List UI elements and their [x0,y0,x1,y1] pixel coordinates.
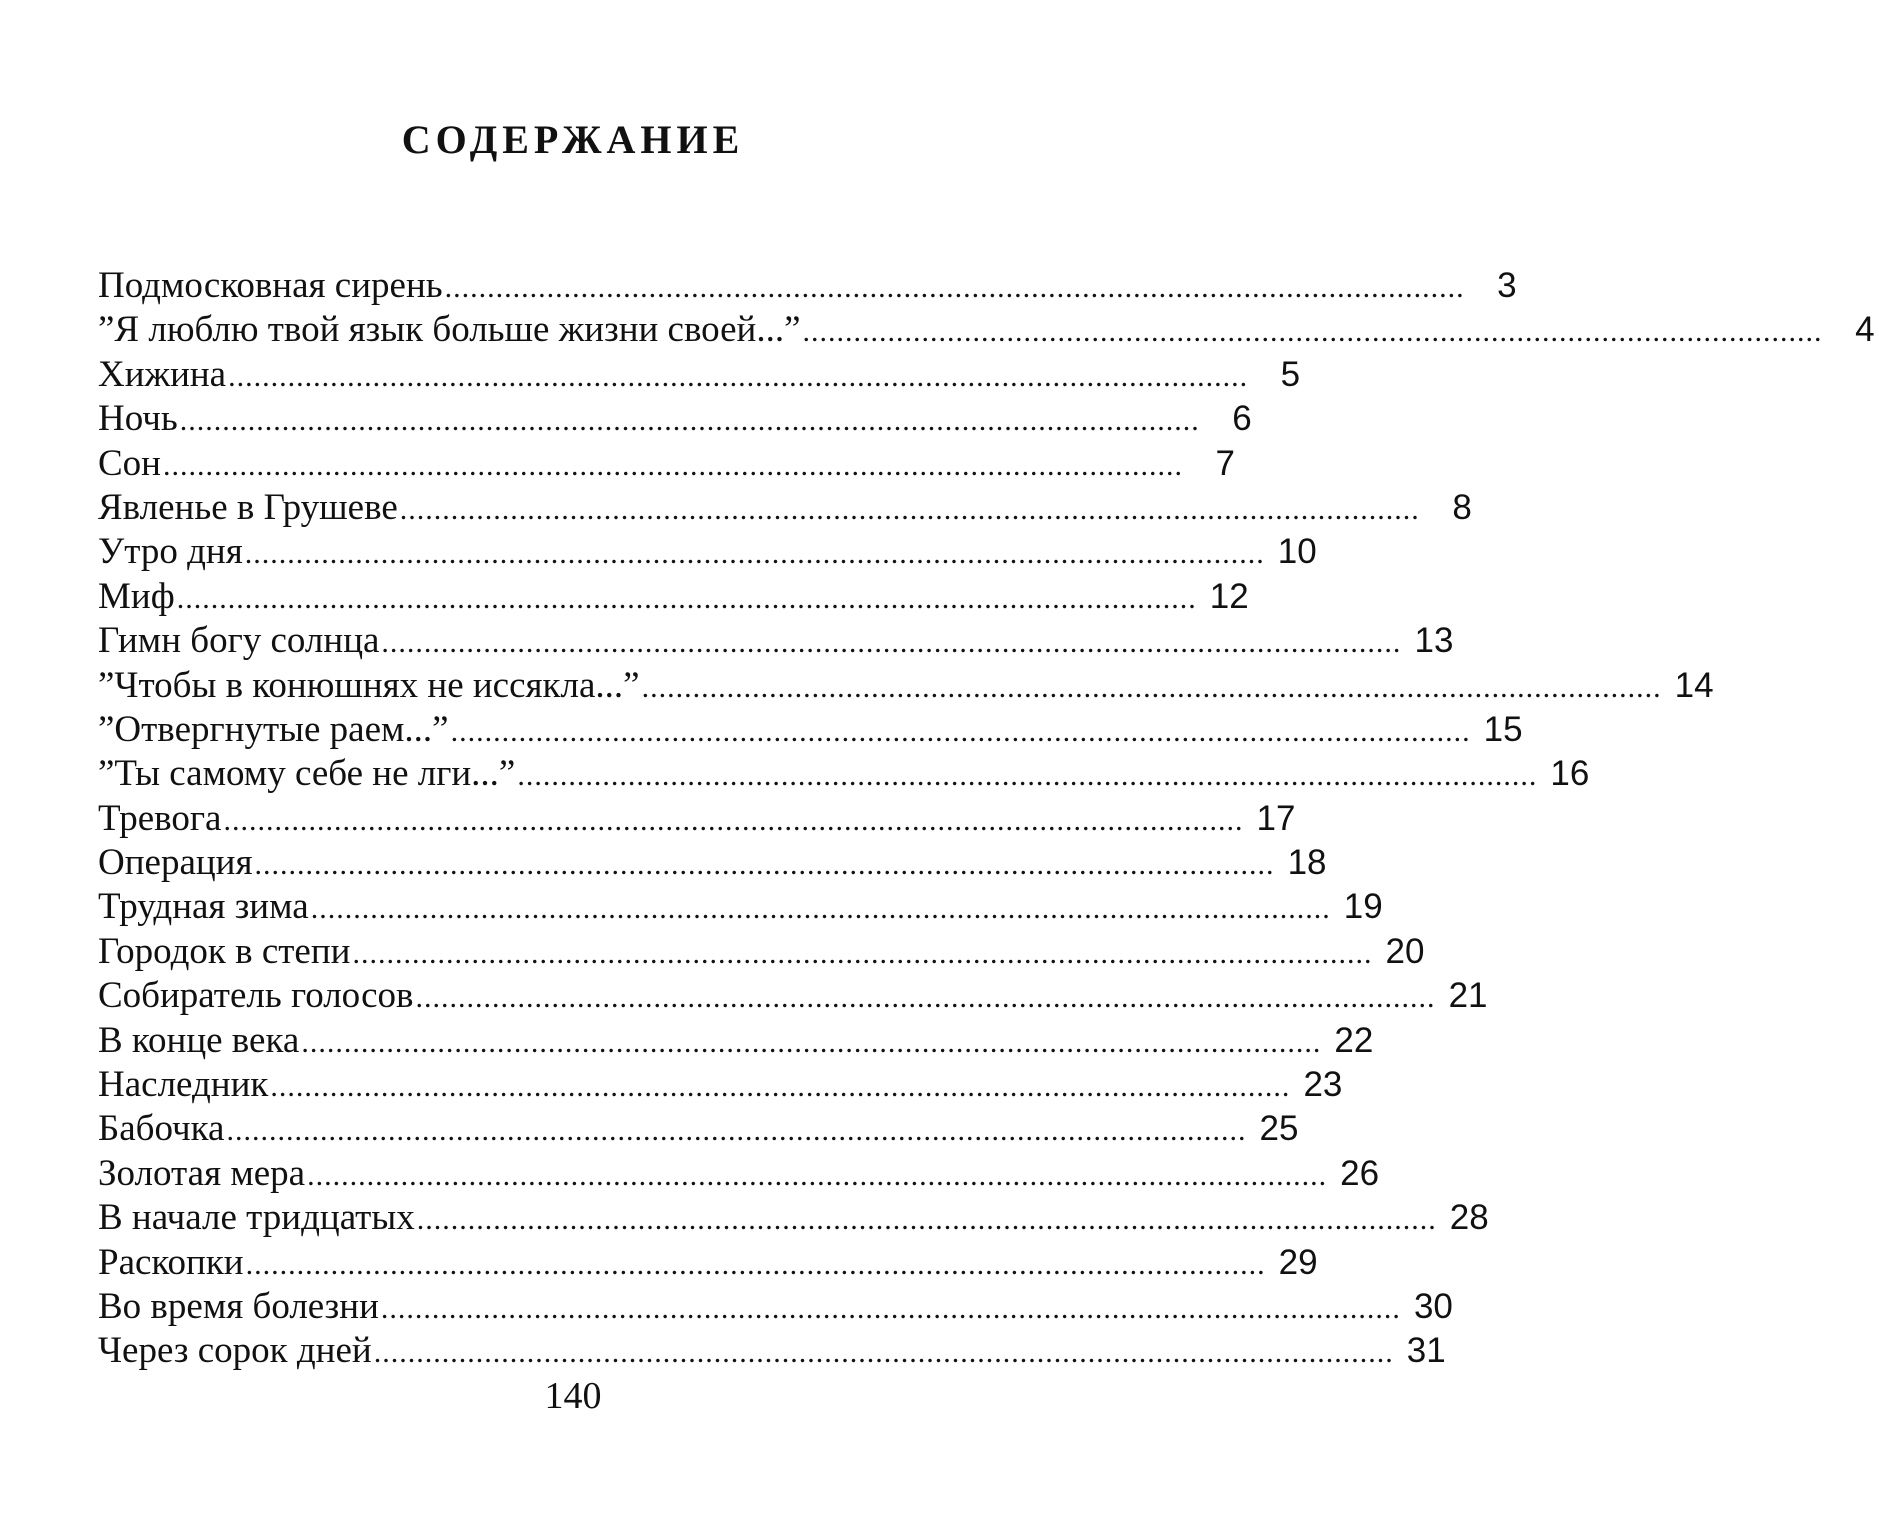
dot-leader: ........................................................................................................................ [352,936,1373,970]
toc-entry-page: 21 [1448,976,1488,1016]
toc-entry-page: 23 [1303,1065,1343,1105]
toc-entry-page: 16 [1550,754,1590,794]
dot-leader: ........................................................................................................................ [254,848,1275,882]
toc-entry-page: 22 [1334,1020,1374,1060]
toc-entry [98,1107,1299,1151]
toc-entry-page: 17 [1256,798,1296,838]
dot-leader: ........................................................................................................................ [245,1247,1266,1281]
toc-entry-page: 15 [1483,709,1523,749]
dot-leader: ........................................................................................................................ [641,670,1662,704]
toc-entry-page: 14 [1674,665,1714,705]
toc-entry [98,264,1517,308]
toc-entry [98,974,1488,1018]
page-title: СОДЕРЖАНИЕ [401,117,745,162]
dot-leader: ........................................................................................................................ [517,759,1538,793]
dot-leader: ........................................................................................................................ [244,537,1265,571]
dot-leader: ........................................................................................................................ [399,492,1420,526]
toc-entry-title: Операция [98,842,253,884]
toc-entry-page: 26 [1340,1153,1380,1193]
dot-leader: ........................................................................................................................ [226,1114,1247,1148]
toc-entry-title: Подмосковная сирень [98,265,443,306]
toc-entry [98,930,1425,974]
toc-entry-title: Во время болезни [98,1285,379,1327]
toc-entry-page: 6 [1232,399,1252,439]
toc-entry [98,1063,1343,1107]
toc-entry-page: 3 [1497,266,1517,305]
toc-entry-page: 30 [1413,1286,1453,1326]
toc-entry [98,752,1590,796]
toc-entry-page: 13 [1414,621,1454,661]
toc-entry-title: Утро дня [98,531,243,573]
toc-entry-title: Хижина [98,353,227,395]
toc-entry [98,1019,1374,1063]
toc-entry [98,619,1454,663]
toc-entry [98,1152,1380,1196]
toc-entry-title: Трудная зима [98,886,309,928]
dot-leader: ........................................................................................................................ [450,714,1471,748]
toc-entry [98,308,1875,352]
dot-leader: ........................................................................................................................ [270,1070,1291,1104]
toc-entry [98,664,1714,708]
page-number: 140 [544,1375,602,1417]
dot-leader: ........................................................................................................................ [162,448,1183,482]
dot-leader: ........................................................................................................................ [444,271,1465,304]
toc-entry-page: 31 [1406,1331,1446,1371]
toc-entry [98,708,1523,752]
toc-entry-title: ”Я люблю твой язык больше жизни своей...” [98,309,801,351]
toc-entry-title: ”Отвергнутые раем...” [98,708,449,750]
dot-leader: ........................................................................................................................ [176,581,1197,615]
toc-entry-title: Явленье в Грушеве [98,486,398,528]
toc-entry [98,397,1252,441]
toc-entry-title: Гимн богу солнца [98,620,380,662]
toc-entry-title: Золотая мера [98,1152,306,1194]
toc-entry-page: 10 [1277,532,1317,572]
toc-entry [98,1241,1318,1285]
toc-entry-page: 18 [1287,843,1327,883]
toc-entry-page: 4 [1855,310,1875,350]
dot-leader: ........................................................................................................................ [310,892,1331,926]
dot-leader: ........................................................................................................................ [380,1291,1401,1325]
toc-entry-title: Миф [98,575,175,617]
toc-entry-title: Сон [98,442,161,484]
toc-entry-page: 8 [1452,487,1472,527]
toc-entry-page: 25 [1259,1109,1299,1149]
dot-leader: ........................................................................................................................ [179,404,1200,438]
toc-entry-title: Собиратель голосов [98,975,414,1017]
toc-entry-page: 12 [1209,576,1249,616]
toc-entry [98,353,1301,397]
dot-leader: ........................................................................................................................ [373,1336,1394,1370]
toc-entry [98,1329,1446,1373]
toc-entry-title: ”Чтобы в конюшнях не иссякла...” [98,664,640,706]
toc-entry-title: ”Ты самому себе не лги...” [98,753,516,795]
dot-leader: ........................................................................................................................ [223,803,1244,837]
toc-entry-title: Раскопки [98,1241,244,1283]
dot-leader: ........................................................................................................................ [228,359,1249,393]
toc-entry [98,1285,1453,1329]
dot-leader: ........................................................................................................................ [307,1158,1328,1192]
toc-entry-title: В конце века [98,1019,300,1061]
toc-entry-title: Через сорок дней [98,1330,372,1372]
dot-leader: ........................................................................................................................ [301,1025,1322,1059]
toc-entry [98,841,1327,885]
toc-entry-title: В начале тридцатых [98,1197,415,1239]
toc-entry [98,442,1235,486]
toc-entry-title: Тревога [98,797,222,839]
toc-entry-page: 20 [1385,931,1425,971]
dot-leader: ........................................................................................................................ [802,315,1823,349]
toc-entry [98,885,1383,929]
toc-entry-page: 28 [1449,1198,1489,1238]
toc-entry [98,575,1249,619]
toc-entry [98,797,1296,841]
toc-entry-page: 7 [1215,443,1235,483]
table-of-contents [98,264,1875,1374]
toc-entry [98,1196,1489,1240]
toc-entry-page: 29 [1278,1242,1318,1282]
toc-entry-title: Городок в степи [98,930,351,972]
toc-entry [98,486,1472,530]
toc-entry-page: 5 [1280,354,1301,394]
dot-leader: ........................................................................................................................ [416,1203,1437,1237]
dot-leader: ........................................................................................................................ [381,626,1402,660]
toc-entry-title: Ночь [98,398,178,440]
toc-entry-page: 19 [1343,887,1383,927]
dot-leader: ........................................................................................................................ [415,981,1436,1015]
toc-entry-title: Наследник [98,1064,269,1106]
toc-entry-title: Бабочка [98,1108,225,1150]
toc-entry [98,530,1317,574]
